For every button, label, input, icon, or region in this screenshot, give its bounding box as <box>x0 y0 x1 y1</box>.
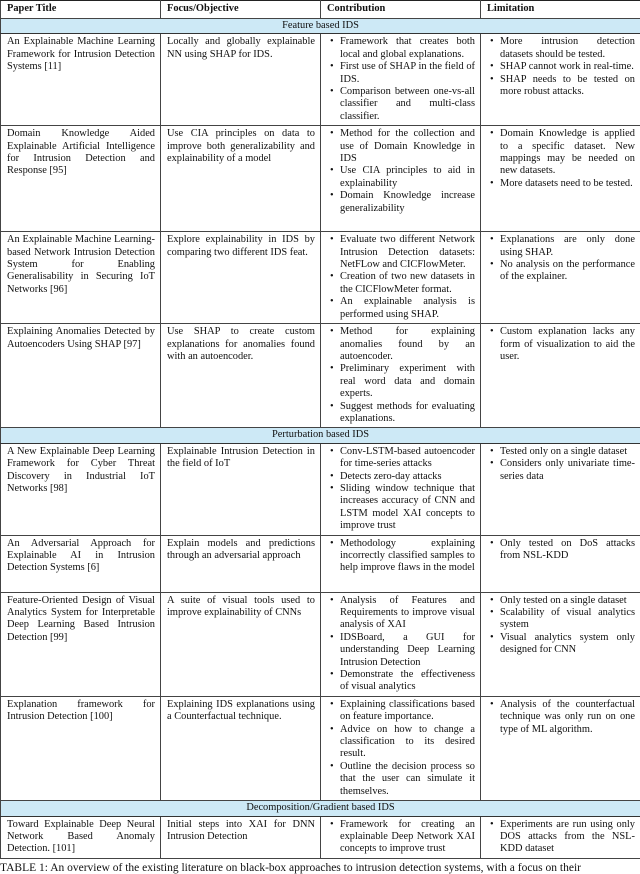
limitation-cell <box>481 696 640 800</box>
focus-cell: Locally and globally explainable NN using SHAP for IDS. <box>161 34 321 126</box>
list-item: • Methodology explaining incorrectly classified samples to help improve flaws in the model <box>340 538 475 575</box>
table-row <box>1 696 640 800</box>
limitation-cell <box>481 535 640 592</box>
paper-title-cell: An Explainable Machine Learning-based Network Intrusion Detection System for Enabling Generalisability in Securing IoT Networks [96] <box>1 232 161 324</box>
header-limitation: Limitation <box>481 1 640 19</box>
contribution-list <box>327 36 475 123</box>
list-item: • Custom explanation lacks any form of visualization to aid the user. <box>500 326 635 363</box>
contribution-list <box>327 699 475 798</box>
list-item: • Use CIA principles to aid in explainability <box>340 165 475 190</box>
contribution-cell <box>321 816 481 858</box>
contribution-list <box>327 128 475 215</box>
limitation-list <box>487 128 635 190</box>
list-item: • Framework that creates both local and global explanations. <box>340 36 475 61</box>
list-item: • Sliding window technique that increases accuracy of CNN and LSTM model XAI concepts to improve trust <box>340 483 475 533</box>
list-item: • Framework for creating an explainable Deep Network XAI concepts to improve trust <box>340 819 475 856</box>
contribution-list <box>327 234 475 321</box>
table-row <box>1 535 640 592</box>
contribution-cell <box>321 592 481 696</box>
paper-title-cell: Domain Knowledge Aided Explainable Artificial Intelligence for Intrusion Detection and Response [95] <box>1 126 161 232</box>
section-row <box>1 428 640 443</box>
limitation-cell <box>481 816 640 858</box>
limitation-list <box>487 538 635 563</box>
contribution-cell <box>321 34 481 126</box>
limitation-list <box>487 326 635 363</box>
table-row <box>1 34 640 126</box>
limitation-cell <box>481 126 640 232</box>
limitation-list <box>487 446 635 483</box>
list-item: • Method for explaining anomalies found by an autoencoder. <box>340 326 475 363</box>
section-label: Feature based IDS <box>1 19 640 34</box>
list-item: • Analysis of Features and Requirements to improve visual analysis of XAI <box>340 595 475 632</box>
list-item: • Domain Knowledge is applied to a specific dataset. New mappings may be needed on new datasets. <box>500 128 635 178</box>
contribution-list <box>327 819 475 856</box>
table-row <box>1 443 640 535</box>
limitation-list <box>487 234 635 284</box>
list-item: • Explanations are only done using SHAP. <box>500 234 635 259</box>
table-caption: TABLE 1: An overview of the existing literature on black-box approaches to intrusion detection systems, with a focus on their <box>0 862 640 874</box>
list-item: • Analysis of the counterfactual technique was only run on one type of ML algorithm. <box>500 699 635 736</box>
list-item: • IDSBoard, a GUI for understanding Deep Learning Intrusion Detection <box>340 632 475 669</box>
list-item: • First use of SHAP in the field of IDS. <box>340 61 475 86</box>
paper-title-cell: Toward Explainable Deep Neural Network Based Anomaly Detection. [101] <box>1 816 161 858</box>
focus-cell: Explain models and predictions through an adversarial approach <box>161 535 321 592</box>
list-item: • Detects zero-day attacks <box>340 471 475 483</box>
list-item: • Evaluate two different Network Intrusion Detection datasets: NetFLow and CICFlowMeter. <box>340 234 475 271</box>
contribution-list <box>327 446 475 533</box>
header-row <box>1 1 640 19</box>
table-row <box>1 232 640 324</box>
list-item: • No analysis on the performance of the explainer. <box>500 259 635 284</box>
limitation-list <box>487 36 635 98</box>
contribution-cell <box>321 535 481 592</box>
paper-title-cell: Feature-Oriented Design of Visual Analytics System for Interpretable Deep Learning Based Intrusion Detection [99] <box>1 592 161 696</box>
focus-cell: Use CIA principles on data to improve both generalizability and explainability of a model <box>161 126 321 232</box>
list-item: • Explaining classifications based on feature importance. <box>340 699 475 724</box>
paper-title-cell: An Explainable Machine Learning Framework for Intrusion Detection Systems [11] <box>1 34 161 126</box>
list-item: • Only tested on a single dataset <box>500 595 635 607</box>
limitation-cell <box>481 324 640 428</box>
focus-cell: Explaining IDS explanations using a Counterfactual technique. <box>161 696 321 800</box>
header-focus: Focus/Objective <box>161 1 321 19</box>
focus-cell: Initial steps into XAI for DNN Intrusion Detection <box>161 816 321 858</box>
list-item: • Scalability of visual analytics system <box>500 607 635 632</box>
list-item: • Only tested on DoS attacks from NSL-KDD <box>500 538 635 563</box>
contribution-cell <box>321 324 481 428</box>
contribution-cell <box>321 126 481 232</box>
list-item: • An explainable analysis is performed using SHAP. <box>340 296 475 321</box>
list-item: • Suggest methods for evaluating explanations. <box>340 401 475 426</box>
focus-cell: A suite of visual tools used to improve explainability of CNNs <box>161 592 321 696</box>
list-item: • Tested only on a single dataset <box>500 446 635 458</box>
limitation-list <box>487 819 635 856</box>
contribution-list <box>327 538 475 575</box>
section-row <box>1 19 640 34</box>
section-row <box>1 801 640 816</box>
paper-title-cell: An Adversarial Approach for Explainable AI in Intrusion Detection Systems [6] <box>1 535 161 592</box>
section-label: Decomposition/Gradient based IDS <box>1 801 640 816</box>
contribution-cell <box>321 443 481 535</box>
limitation-list <box>487 595 635 657</box>
limitation-cell <box>481 232 640 324</box>
header-contribution: Contribution <box>321 1 481 19</box>
header-paper-title: Paper Title <box>1 1 161 19</box>
limitation-cell <box>481 443 640 535</box>
list-item: • Advice on how to change a classification to its desired result. <box>340 724 475 761</box>
list-item: • Outline the decision process so that the user can simulate it themselves. <box>340 761 475 798</box>
list-item: • SHAP cannot work in real-time. <box>500 61 635 73</box>
section-label: Perturbation based IDS <box>1 428 640 443</box>
table-row <box>1 592 640 696</box>
contribution-cell <box>321 696 481 800</box>
list-item: • Preliminary experiment with real word data and domain experts. <box>340 363 475 400</box>
contribution-list <box>327 595 475 694</box>
list-item: • More intrusion detection datasets should be tested. <box>500 36 635 61</box>
focus-cell: Use SHAP to create custom explanations for anomalies found with an autoencoder. <box>161 324 321 428</box>
paper-title-cell: Explaining Anomalies Detected by Autoencoders Using SHAP [97] <box>1 324 161 428</box>
list-item: • Visual analytics system only designed for CNN <box>500 632 635 657</box>
list-item: • Creation of two new datasets in the CICFlowMeter format. <box>340 271 475 296</box>
list-item: • Considers only univariate time-series data <box>500 458 635 483</box>
contribution-cell <box>321 232 481 324</box>
table-row <box>1 816 640 858</box>
list-item: • Demonstrate the effectiveness of visual analytics <box>340 669 475 694</box>
list-item: • Method for the collection and use of Domain Knowledge in IDS <box>340 128 475 165</box>
list-item: • Domain Knowledge increase generalizability <box>340 190 475 215</box>
paper-title-cell: A New Explainable Deep Learning Framework for Cyber Threat Discovery in Industrial IoT Networks [98] <box>1 443 161 535</box>
list-item: • Conv-LSTM-based autoencoder for time-series attacks <box>340 446 475 471</box>
paper-title-cell: Explanation framework for Intrusion Detection [100] <box>1 696 161 800</box>
list-item: • More datasets need to be tested. <box>500 178 635 190</box>
table-row <box>1 126 640 232</box>
limitation-cell <box>481 592 640 696</box>
focus-cell: Explainable Intrusion Detection in the field of IoT <box>161 443 321 535</box>
limitation-cell <box>481 34 640 126</box>
focus-cell: Explore explainability in IDS by comparing two different IDS feat. <box>161 232 321 324</box>
table-row <box>1 324 640 428</box>
list-item: • SHAP needs to be tested on more robust attacks. <box>500 74 635 99</box>
list-item: • Comparison between one-vs-all classifier and multi-class classifier. <box>340 86 475 123</box>
limitation-list <box>487 699 635 736</box>
contribution-list <box>327 326 475 425</box>
list-item: • Experiments are run using only DOS attacks from the NSL-KDD dataset <box>500 819 635 856</box>
